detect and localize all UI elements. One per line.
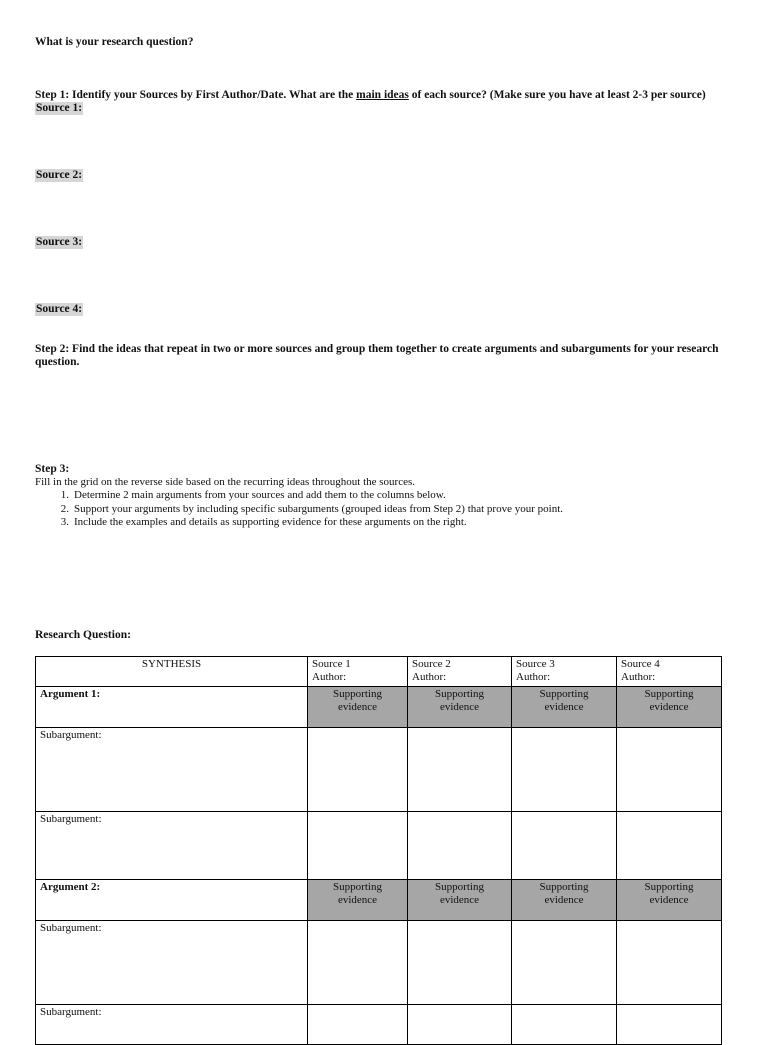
list-number: 1. bbox=[60, 489, 69, 501]
research-question-label: Research Question: bbox=[35, 629, 131, 641]
subargument-cell[interactable]: Subargument: bbox=[36, 728, 308, 812]
list-number: 3. bbox=[60, 516, 69, 528]
evidence-label: Supporting bbox=[539, 688, 589, 700]
evidence-cell[interactable] bbox=[617, 812, 722, 880]
list-text: Include the examples and details as supporting evidence for these arguments on the right. bbox=[74, 516, 467, 528]
evidence-label: evidence bbox=[337, 700, 378, 713]
source-name: Source 3 bbox=[516, 658, 555, 670]
step1-suffix: of each source? (Make sure you have at least 2-3 per source) bbox=[408, 89, 706, 101]
evidence-cell[interactable] bbox=[308, 1005, 408, 1045]
author-label: Author: bbox=[621, 670, 656, 683]
author-label: Author: bbox=[412, 670, 447, 683]
evidence-label: Supporting bbox=[435, 881, 484, 893]
evidence-label: evidence bbox=[439, 893, 480, 906]
source-2-label: Source 2: bbox=[36, 169, 83, 181]
evidence-header-cell bbox=[308, 687, 408, 728]
evidence-label: Supporting bbox=[539, 881, 589, 893]
evidence-label: evidence bbox=[544, 893, 584, 906]
step1-prefix: Step 1: Identify your Sources by First Author/Date. What are the bbox=[35, 89, 357, 101]
evidence-cell[interactable] bbox=[308, 921, 408, 1005]
evidence-header-cell bbox=[512, 880, 617, 921]
evidence-cell[interactable] bbox=[308, 812, 408, 880]
subargument-cell[interactable]: Subargument: bbox=[36, 812, 308, 880]
evidence-cell[interactable] bbox=[512, 728, 617, 812]
evidence-cell[interactable] bbox=[408, 1005, 512, 1045]
source-3-label: Source 3: bbox=[36, 236, 83, 248]
author-label: Author: bbox=[516, 670, 551, 683]
evidence-cell[interactable] bbox=[617, 728, 722, 812]
source-1-header[interactable] bbox=[308, 657, 408, 687]
subargument-cell[interactable]: Subargument: bbox=[36, 1005, 308, 1045]
synthesis-header: SYNTHESIS bbox=[36, 657, 308, 687]
evidence-header-cell bbox=[308, 880, 408, 921]
list-item bbox=[35, 516, 563, 530]
evidence-label: Supporting bbox=[333, 688, 382, 700]
author-label: Author: bbox=[312, 670, 347, 683]
argument-2-row bbox=[36, 880, 722, 921]
grid-header-row bbox=[36, 657, 722, 687]
evidence-label: evidence bbox=[649, 893, 689, 906]
evidence-label: Supporting bbox=[644, 688, 694, 700]
subargument-row bbox=[36, 812, 722, 880]
source-name: Source 1 bbox=[312, 658, 351, 670]
source-4-label: Source 4: bbox=[36, 303, 83, 315]
step3-list bbox=[35, 489, 563, 530]
subargument-row bbox=[36, 728, 722, 812]
argument-1-cell[interactable]: Argument 1: bbox=[36, 687, 308, 728]
evidence-label: Supporting bbox=[644, 881, 694, 893]
evidence-label: Supporting bbox=[333, 881, 382, 893]
evidence-label: evidence bbox=[439, 700, 480, 713]
source-1-label: Source 1: bbox=[36, 102, 83, 114]
evidence-header-cell bbox=[512, 687, 617, 728]
source-4-header[interactable] bbox=[617, 657, 722, 687]
list-item bbox=[35, 503, 563, 517]
evidence-cell[interactable] bbox=[617, 921, 722, 1005]
evidence-header-cell bbox=[408, 687, 512, 728]
argument-2-cell[interactable]: Argument 2: bbox=[36, 880, 308, 921]
synthesis-grid bbox=[35, 656, 722, 1045]
subargument-row bbox=[36, 921, 722, 1005]
source-2-header[interactable] bbox=[408, 657, 512, 687]
source-name: Source 2 bbox=[412, 658, 451, 670]
subargument-row bbox=[36, 1005, 722, 1045]
evidence-cell[interactable] bbox=[408, 728, 512, 812]
evidence-header-cell bbox=[617, 687, 722, 728]
subargument-cell[interactable]: Subargument: bbox=[36, 921, 308, 1005]
evidence-label: evidence bbox=[337, 893, 378, 906]
list-text: Support your arguments by including specific subarguments (grouped ideas from Step 2) that prove your point. bbox=[74, 502, 564, 515]
source-name: Source 4 bbox=[621, 658, 660, 670]
step1-underlined: main ideas bbox=[356, 89, 409, 101]
source-3-header[interactable] bbox=[512, 657, 617, 687]
evidence-cell[interactable] bbox=[512, 921, 617, 1005]
evidence-cell[interactable] bbox=[408, 921, 512, 1005]
evidence-label: Supporting bbox=[435, 688, 484, 700]
evidence-cell[interactable] bbox=[617, 1005, 722, 1045]
step1-instructions bbox=[35, 89, 706, 101]
evidence-label: evidence bbox=[544, 700, 584, 713]
evidence-label: evidence bbox=[649, 700, 689, 713]
research-question-prompt: What is your research question? bbox=[35, 36, 194, 48]
evidence-cell[interactable] bbox=[308, 728, 408, 812]
step3-intro: Fill in the grid on the reverse side based on the recurring ideas throughout the sources. bbox=[35, 476, 416, 488]
list-text: Determine 2 main arguments from your sources and add them to the columns below. bbox=[74, 489, 446, 501]
evidence-header-cell bbox=[408, 880, 512, 921]
list-number: 2. bbox=[60, 502, 69, 515]
evidence-cell[interactable] bbox=[512, 1005, 617, 1045]
argument-1-row bbox=[36, 687, 722, 728]
list-item bbox=[35, 489, 563, 503]
evidence-header-cell bbox=[617, 880, 722, 921]
step3-title: Step 3: bbox=[35, 463, 70, 475]
step2-instructions: Step 2: Find the ideas that repeat in two or more sources and group them together to create arguments and subarguments for your research question. bbox=[35, 343, 719, 368]
evidence-cell[interactable] bbox=[512, 812, 617, 880]
evidence-cell[interactable] bbox=[408, 812, 512, 880]
